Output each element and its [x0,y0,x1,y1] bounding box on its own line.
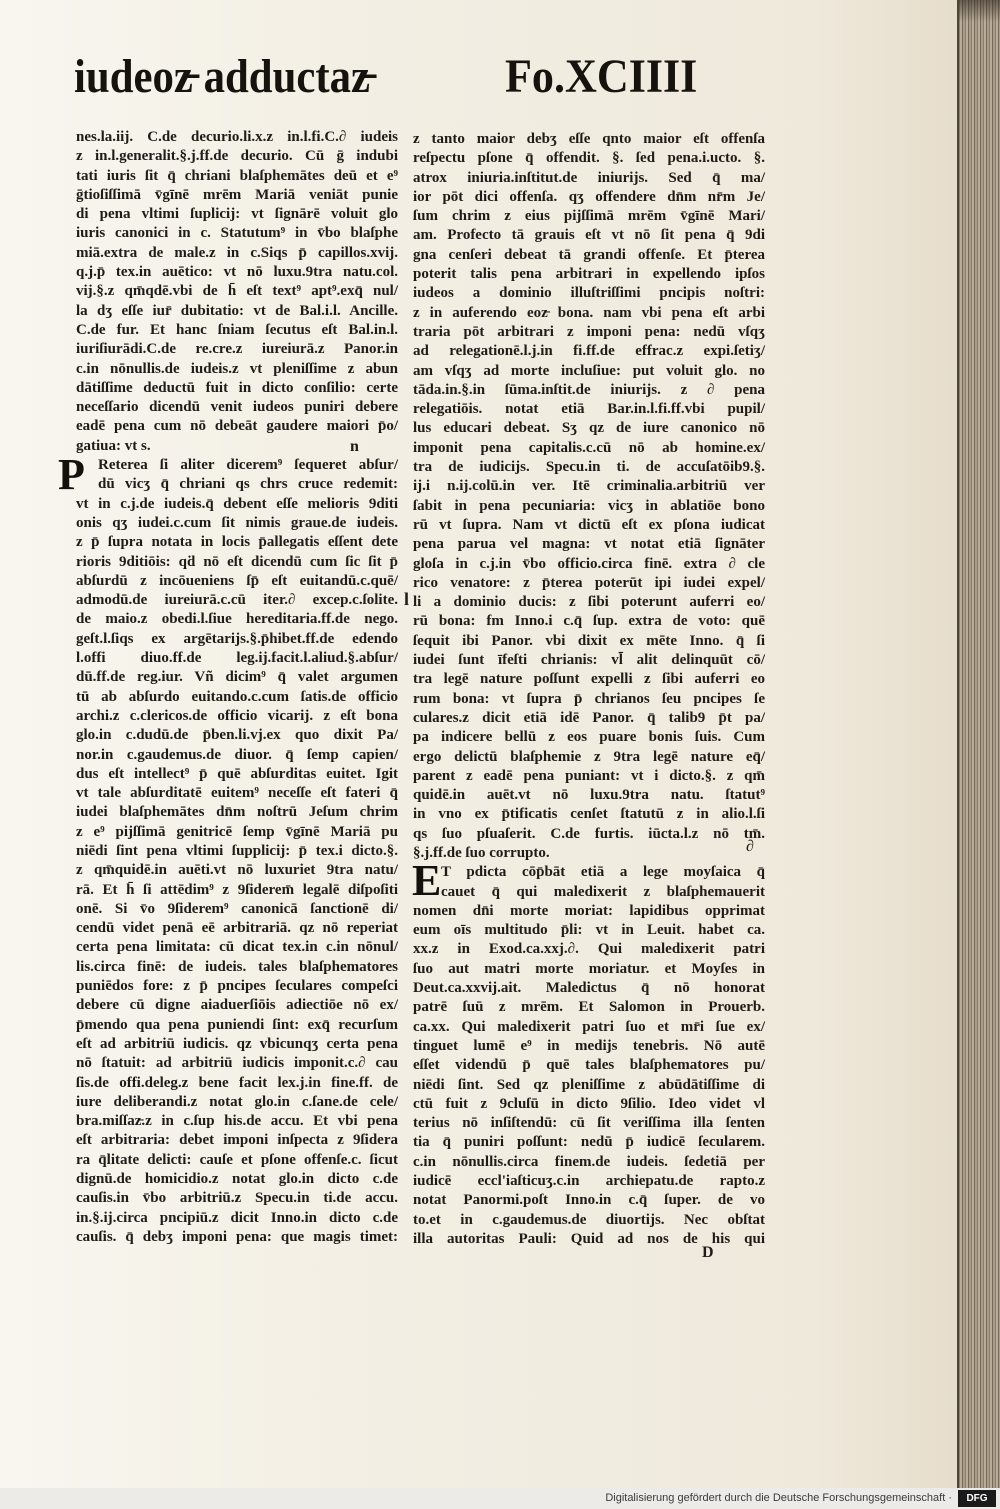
text-line: ior pōt dici offenſa. qʒ offendere dn̄m nr̄m Je/ [413,188,765,205]
text-line: z tanto maior debʒ eſſe qnto maior eſt offenſa [413,131,765,147]
left-column [76,128,398,1247]
text-line: niēdi ſint. Sed qz pleniſſime z abūdātiſſime di [413,1076,765,1093]
text-line: poterit talis pena arbitrari in expellendo ipſos [413,266,765,283]
text-line: relegatiōis. notat etiā Bar.in.l.fi.ff.vbi pupil/ [413,401,765,418]
text-line: gna cenſeri debeat tā grandi offenſe. Et p̄terea [413,246,765,263]
dfg-logo: DFG [958,1490,996,1507]
text-line: Deut.ca.xxvij.ait. Maledictus q̄ nō honorat [413,980,765,997]
text-line: am vſqʒ ad morte incluſiue: put voluit glo. no [413,362,765,379]
text-line: tū ab abſurdo euitando.c.cum ſatis.de officio [76,688,398,705]
text-line: eſſet videndū p̄ quē tales blaſphematores pu/ [413,1057,765,1074]
text-line: rū bona: fm Inno.i c.q̄ ſup. extra de voto: quē [413,613,765,630]
text-line: certa pena limitata: cū dicat tex.in c.in nōnul/ [76,939,398,956]
text-line: ſis.de offi.deleg.z bene facit lex.j.in fine.ff. de [76,1074,398,1091]
funding-notice: Digitalisierung gefördert durch die Deutsche Forschungsgemeinschaft · [605,1492,952,1504]
text-line: debere cū digne aiaduerſiōis adiectiōe nō ex/ [76,997,398,1014]
text-line: reſpectu pſone q̄ offendit. §. ſed pena.i.ucto. §. [413,150,765,167]
text-line: iudicē eccl'iaſticuʒ.c.in archiepatu.de rapto.z [413,1173,765,1190]
text-line: neceſſario dicendū venit iudeos puniri debere [76,399,398,416]
text-line: geſt.l.ſiqs ex argētarijs.§.p̄hibet.ff.de edendo [76,630,398,647]
text-line: ſum chrim z eius pijſſimā mrēm v̄gīnē Mari/ [413,208,765,225]
text-line: gatiua: vt s. [76,437,151,454]
footer-bar [0,1488,1000,1509]
running-title: iudeoz̵ adductaz̵ [74,50,371,103]
text-line: vt tale abſurditatē euitem⁹ neceſſe eſt fateri q̄ [76,785,398,802]
text-line: vt in c.j.de iudeis.q̄ debent eſſe melioris 9diti [76,495,398,512]
text-line: quidē.in auēt.vt nō luxu.9tra natu. ſtatut⁹ [413,787,765,804]
text-line: abſurdū z incōueniens ſp̄ eſt euitandū.c.quē/ [76,572,398,589]
text-line: miā.extra de male.z in c.Siqs p̄ capillos.xvij. [76,244,398,261]
text-line: parent z eadē pena puniant: vt i dicto.§. z qm̄ [413,767,765,784]
text-line: puniēdos fore: z p̄ pncipes ſeculares compeſci [76,978,398,995]
text-line: am. Profecto tā grauis eſt vt nō ſit pena q̄ 9di [413,227,765,244]
text-line: ſuo aut matri morte moriatur. et Moyſes in [413,960,765,977]
text-line: dātiſſime deductū fuit in dicto conſilio: certe [76,379,398,396]
text-line: to.et in c.gaudemus.de diuortijs. Nec obſtat [413,1211,765,1228]
text-line: illa autoritas Pauli: Quid ad nos de his qui [413,1230,765,1247]
text-line: iudei blaſphemātes dn̄m noſtrū Jeſum chrim [76,804,398,821]
text-line: nomen dn̄i morte moriat: lapidibus opprimat [413,902,765,919]
text-line: traria pōt arbitrari z imponi pena: nedū vſqʒ [413,323,765,340]
text-line: q.j.p̄ tex.in auētico: vt nō luxu.9tra natu.col. [76,264,398,281]
text-line: l.offi diuo.ff.de leg.ij.facit.l.aliud.§.abſur/ [76,650,398,667]
text-line: notat Panormi.poſt Inno.in c.q̄ ſuper. de vo [413,1192,765,1209]
text-line: archi.z c.clericos.de officio vicarij. z eſt bona [76,707,398,724]
text-line: pa indicere bellū z eos puare bonis ſuis. Cum [413,729,765,746]
folio-number: Fo.XCIIII [505,50,698,103]
text-line: dignū.de homicidio.z notat glo.in dicto c.de [76,1171,398,1188]
text-line: tāda.in.§.in ſūma.inſtit.de iniurijs. z ∂ pena [413,381,765,398]
text-line: tra legē nature poſſunt expelli z ſibi auferri eo [413,671,765,688]
text-line: rum bona: vt ſupra p̄ chrianos ſeu pncipes ſe [413,690,765,707]
text-line: vij.§.z qm̄qdē.vbi de h̄ eſt text⁹ apt⁹.exq̄ nul/ [76,283,398,300]
text-line: ḡtioſiſſimā v̄gīnē mrēm Mariā veniāt punie [76,186,398,203]
text-line: dū vicʒ q̄ chriani qs chrs cruce redemit: [98,476,398,493]
paragraph-mark: n [350,438,359,455]
text-line: lus educari debeat. Sʒ qz de iure canonico nō [413,420,765,437]
text-line: z qm̄quidē.in auēti.vt nō luxuriet 9tra natu/ [76,862,398,879]
initial-letter: E [412,856,442,905]
text-line: ra q̄litate delicti: cauſe et pſone offenſe.c. ſicut [76,1151,398,1168]
text-line: ſabit in pena pecuniaria: vicʒ in ablatiōe bono [413,497,765,514]
text-line: tia q̄ puniri poſſunt: nedū p̄ iudicē ſecularem. [413,1134,765,1151]
text-line: admodū.de iureiurā.c.cū iter.∂ excep.c.ſolite. [76,592,398,609]
text-line: cauet q̄ qui maledixerit z blaſphemauerit [441,883,765,900]
text-line: z p̄ ſupra notata in locis p̄allegatis eſſent dete [76,534,398,551]
text-line: c.in nōnullis.de iudeis.z vt pleniſſime z abun [76,360,398,377]
text-line: eum oīs multitudo p̄li: vt in Leuit. habet ca. [413,922,765,939]
text-line: T pdicta cōp̄bāt etiā a lege moyſaica q̄ [441,864,765,881]
text-line: ca.xx. Qui maledixerit patri ſuo et mr̄i ſue ex/ [413,1018,765,1035]
text-line: glo.in c.dudū.de p̄ben.li.vj.ex quo dixit Pa/ [76,727,398,744]
text-line: rico venatore: z p̄terea poterūt ipi iudei expel/ [413,574,765,591]
text-line: onis qʒ iudei.c.cum ſit nimis graue.de iudeis. [76,514,398,531]
text-line: atrox iniuria.inſtitut.de iniurijs. Sed q̄ ma/ [413,169,765,186]
text-line: iudei ſunt īfeſti chrianis: vl̄ alit delinquūt cō/ [413,652,765,669]
book-edge [957,0,1000,1488]
text-line: tati iuris ſit q̄ chriani blaſphemātes deū et e⁹ [76,167,398,184]
text-line: dū.ff.de reg.iur. Vñ dicim⁹ q̄ valet argumen [76,669,398,686]
text-line: li a dominio ducis: z ſibi poterunt auferri eo/ [413,594,765,611]
text-line: c.in nōnullis.circa finem.de iudeis. ſedetiā per [413,1153,765,1170]
text-line: di pena vltimi ſuplicij: vt ſignārē voluit glo [76,206,398,223]
text-line: dus eſt intellect⁹ p̄ quē abſurditas euitet. Igit [76,765,398,782]
text-line: cauſis. q̄ debʒ imponi pena: que magis timet: [76,1228,398,1245]
text-line: iudeos a dominio illuſtriſſimi pncipis noſtri: [413,285,765,302]
text-line: eſt ad arbitriū iudicis. qz vbicunqʒ certa pena [76,1035,398,1052]
text-line: in vno ex p̄tificatis cenſet ſtatutū z in alio.l.ſi [413,806,765,823]
text-line: ad relegationē.l.j.in fi.ff.de effrac.z expi.ſetiʒ/ [413,343,765,360]
text-line: rā. Et h̄ ſi attēdim⁹ z 9ſiderem̄ legalē diſpoſiti [76,881,398,898]
text-line: ſequit ibi Panor. vbi dixit ex mēte Inno. q̄ ſi [413,632,765,649]
text-line: lis.circa finē: de iudeis. tales blaſphematores [76,958,398,975]
text-line: de maio.z obedi.l.ſiue hereditaria.ff.de nego. [76,611,398,628]
signature-mark: D [702,1244,714,1261]
text-line: la dʒ eſſe iur̄ dubitatio: vt de Bal.i.l. Ancille. [76,302,398,319]
text-line: rioris 9ditiōis: qḋ nō eſt dicendū cum ſic ſit p̄ [76,553,398,570]
text-line: C.de fur. Et hanc ſniam ſecutus eſt Bal.in.l. [76,321,398,338]
right-column [413,130,765,1249]
text-line: in.§.ij.circa pncipiū.z dicit Inno.in dicto c.de [76,1209,398,1226]
text-line: tra de iudicijs. Specu.in ti. de accuſatōib9.§. [413,459,765,476]
text-line: imponit pena capitalis.c.cū nō ab homine.ex/ [413,439,765,456]
text-line: qs ſuo pſuaſerit. C.de furtis. iūcta.l.z nō tm̄. [413,825,765,842]
text-line: cauſis.in v̄bo arbitriū.z Specu.in ti.de accu. [76,1190,398,1207]
text-line: nō ſtatuit: ad arbitriū iudicis imponit.c.∂ cau [76,1055,398,1072]
text-line: iuriſiurādi.C.de re.cre.z iureiurā.z Panor.in [76,341,398,358]
text-line: z e⁹ pijſſimā genitricē ſemp v̄gīnē Mariā pu [76,823,398,840]
text-line: eſt arbitraria: debet imponi inſpecta z 9ſidera [76,1132,398,1149]
text-line: bra.miſſaz̵.z in c.ſup his.de accu. Et vbi pena [76,1113,398,1130]
text-line: p̄mendo qua pena puniendi ſint: exq̄ recurſum [76,1016,398,1033]
text-line: patrē ſuū z mrēm. Et Salomon in Prouerb. [413,999,765,1016]
text-line: z in.l.generalit.§.j.ff.de decurio. Cū ḡ indubi [76,148,398,165]
gutter-mark: l [404,589,410,609]
initial-letter: P [58,450,85,499]
text-line: cendū videt penā eē arbitrariā. qz nō reperiat [76,920,398,937]
text-line: tinguet lumē e⁹ in medijs tenebris. Nō autē [413,1037,765,1054]
text-line: onē. Si v̄o 9ſiderem⁹ canonicā ſanctionē di/ [76,900,398,917]
text-line: terius nō inſiſtendū: cū ſit veriſſima illa ſenten [413,1115,765,1132]
text-line: xx.z in Exod.ca.xxj.∂. Qui maledixerit patri [413,941,765,958]
text-line: iure deliberandi.z notat glo.in c.ſane.de cele/ [76,1093,398,1110]
text-line: §.j.ff.de ſuo corrupto. [413,844,550,861]
text-line: rū vt ſupra. Nam vt dictū eſt ex pſona iudicat [413,516,765,533]
text-line: ij.i n.ij.colū.in ver. Itē criminalia.arbitriū ver [413,478,765,495]
text-line: niēdi ſint pena vltimi ſupplicij: p̄ tex.i dicto.§. [76,842,398,859]
text-line: pena parua vel magna: vt notat etiā ſignāter [413,536,765,553]
text-line: Reterea ſi aliter dicerem⁹ ſequeret abſur/ [98,457,398,474]
text-line: eadē pena cum nō debeāt gaudere maiori p̄o/ [76,418,398,435]
text-line: nes.la.iij. C.de decurio.li.x.z in.l.fi.C.∂ iudeis [76,129,398,145]
text-line: culares.z dicit etiā idē Panor. q̄ talib9 p̄t pa/ [413,709,765,726]
text-line: ergo delictū blaſphemie z 9tra legē nature eq̄/ [413,748,765,765]
text-line: ctū fuit z 9cluſū in dicto 9ſilio. Ideo videt vl [413,1095,765,1112]
paragraph-mark: ∂ [746,838,754,855]
text-line: nor.in c.gaudemus.de diuor. q̄ ſemp capien/ [76,746,398,763]
text-line: gloſa in c.j.in v̄bo officio.circa finē. extra ∂ cle [413,555,765,572]
text-line: z in auferendo eoz̵ bona. nam vbi pena eſt arbi [413,304,765,321]
text-line: iuris canonici in c. Statutum⁹ in v̄bo blaſphe [76,225,398,242]
